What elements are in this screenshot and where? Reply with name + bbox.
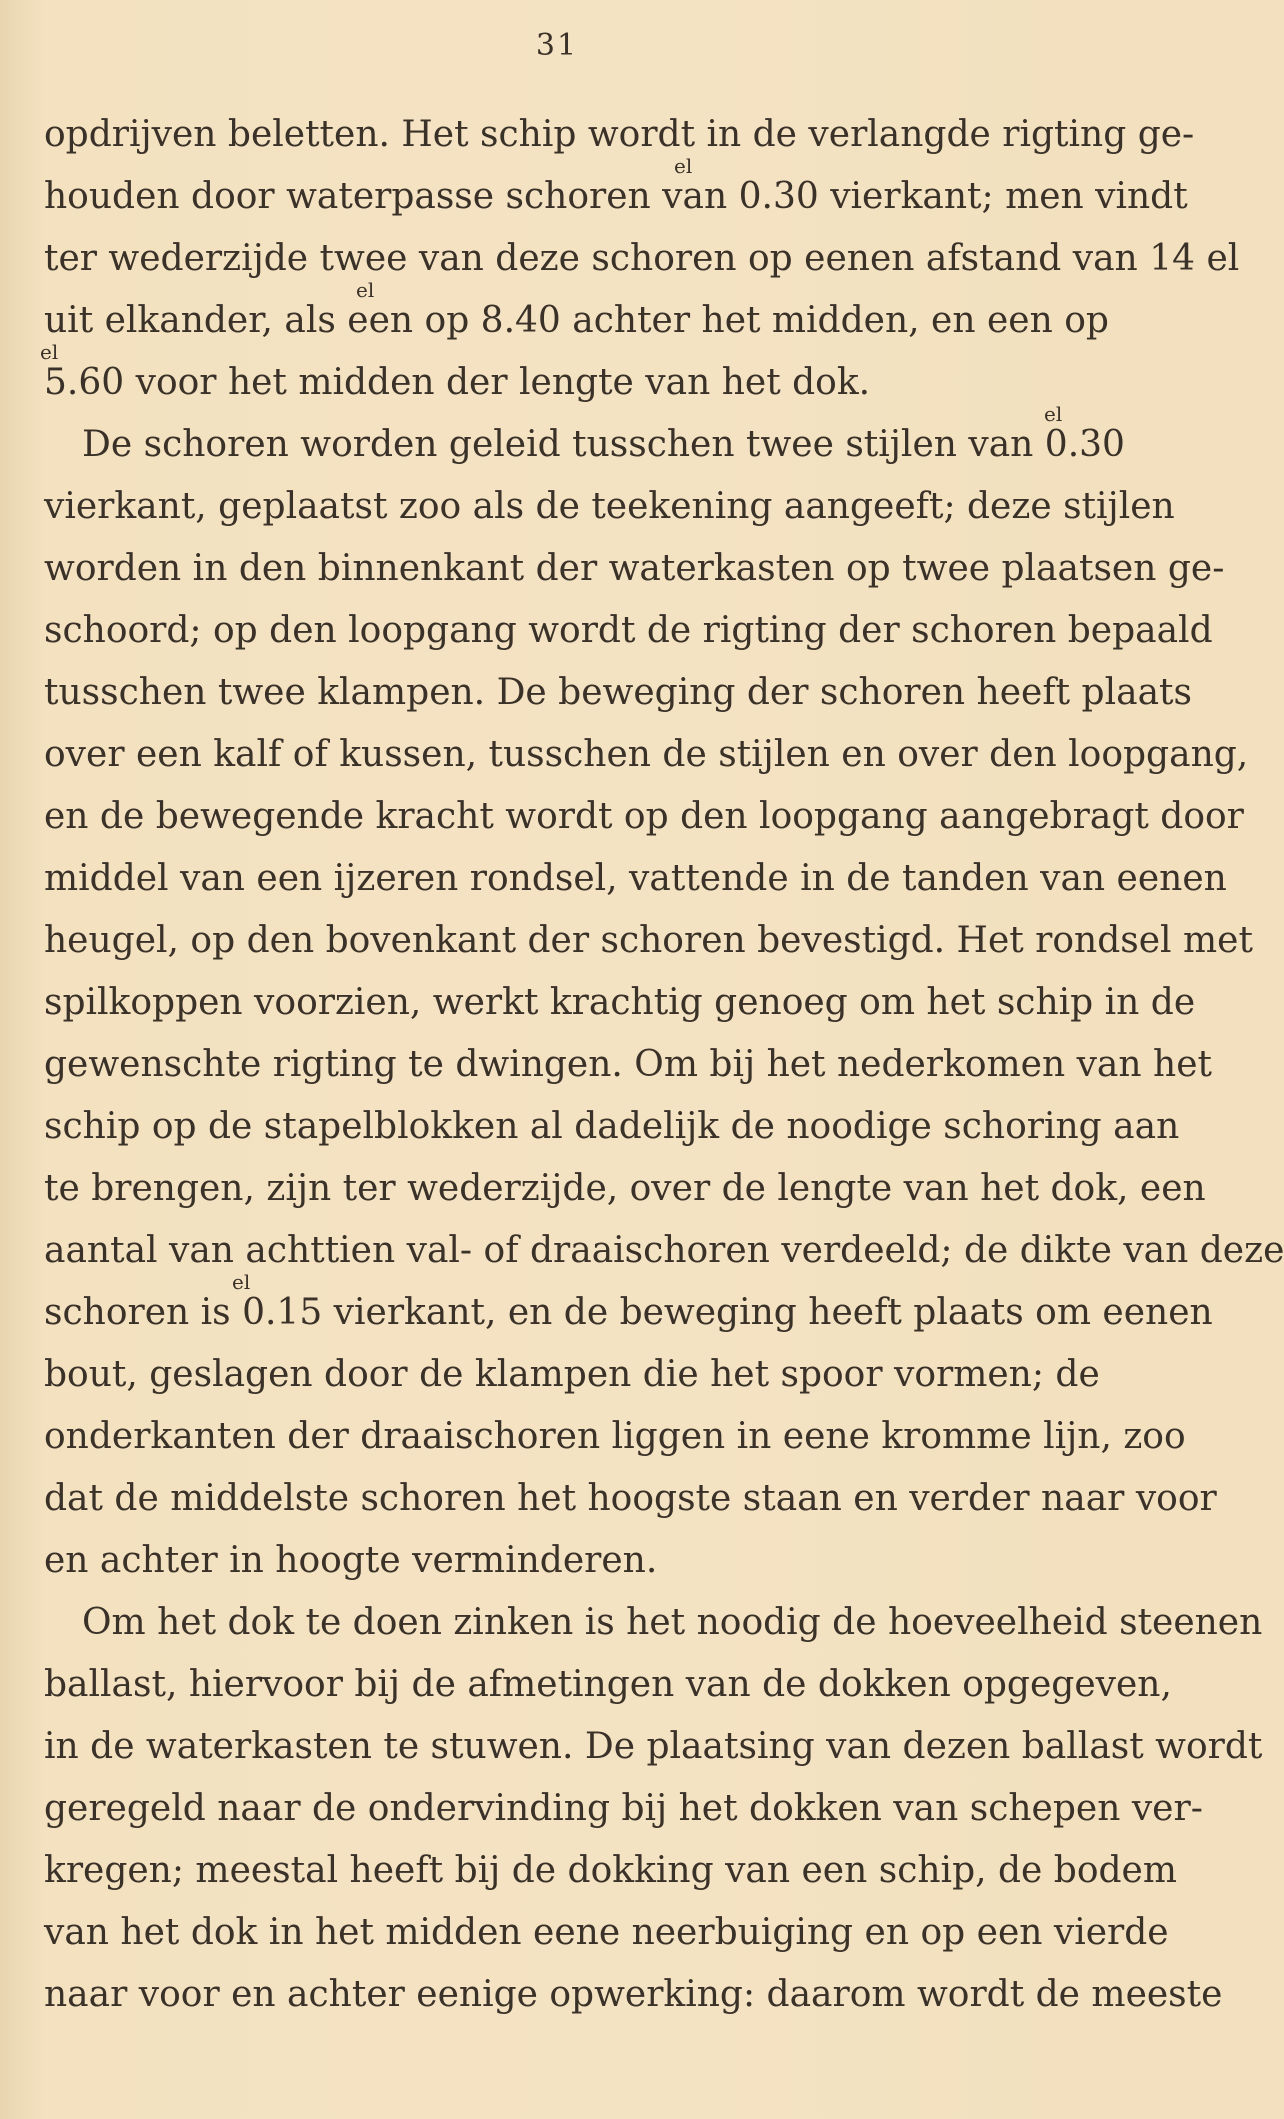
text-line: schip op de stapelblokken al dadelijk de noodige schoring aan <box>44 1106 1180 1147</box>
text-line: dat de middelste schoren het hoogste staan en verder naar voor <box>44 1478 1217 1519</box>
text-line: spilkoppen voorzien, werkt krachtig genoeg om het schip in de <box>44 982 1196 1023</box>
text-line: van het dok in het midden eene neerbuiging en op een vierde <box>44 1912 1169 1953</box>
text-line: heugel, op den bovenkant der schoren bevestigd. Het rondsel met <box>44 920 1253 961</box>
text-line: vierkant, geplaatst zoo als de teekening aangeeft; deze stijlen <box>44 486 1175 527</box>
text-line: geregeld naar de ondervinding bij het dokken van schepen ver- <box>44 1788 1203 1829</box>
text-line: tusschen twee klampen. De beweging der schoren heeft plaats <box>44 672 1192 713</box>
text-line: gewenschte rigting te dwingen. Om bij het nederkomen van het <box>44 1044 1212 1085</box>
unit-superscript: el <box>1044 402 1063 426</box>
text-line: aantal van achttien val- of draaischoren verdeeld; de dikte van deze <box>44 1230 1284 1271</box>
page-number: 31 <box>535 28 579 63</box>
text-line: ter wederzijde twee van deze schoren op eenen afstand van 14 el <box>44 238 1240 279</box>
text-line: opdrijven beletten. Het schip wordt in de verlangde rigting ge- <box>44 114 1195 155</box>
text-line: houden door waterpasse schoren van 0.30 vierkant; men vindt el <box>44 154 1188 217</box>
text-line: over een kalf of kussen, tusschen de stijlen en over den loopgang, <box>44 734 1249 775</box>
text-line: 5.60 voor het midden der lengte van het dok. el <box>40 340 871 403</box>
text-line: bout, geslagen door de klampen die het spoor vormen; de <box>44 1354 1100 1395</box>
text-line: De schoren worden geleid tusschen twee stijlen van 0.30 el <box>82 402 1125 465</box>
text-line: te brengen, zijn ter wederzijde, over de lengte van het dok, een <box>44 1168 1206 1209</box>
text-line: ballast, hiervoor bij de afmetingen van de dokken opgegeven, <box>44 1664 1172 1705</box>
text-line: naar voor en achter eenige opwerking: daarom wordt de meeste <box>44 1974 1223 2015</box>
unit-superscript: el <box>232 1270 251 1294</box>
text-line: in de waterkasten te stuwen. De plaatsing van dezen ballast wordt <box>44 1726 1263 1767</box>
text-line: Om het dok te doen zinken is het noodig de hoeveelheid steenen <box>82 1602 1263 1643</box>
unit-superscript: el <box>356 278 375 302</box>
text-line: worden in den binnenkant der waterkasten op twee plaatsen ge- <box>44 548 1225 589</box>
unit-superscript: el <box>674 154 693 178</box>
text-line: schoren is 0.15 vierkant, en de beweging heeft plaats om eenen el <box>44 1270 1213 1333</box>
unit-superscript: el <box>40 340 59 364</box>
text-line: en achter in hoogte verminderen. <box>44 1540 658 1581</box>
text-line: en de bewegende kracht wordt op den loopgang aangebragt door <box>44 796 1244 837</box>
text-line: onderkanten der draaischoren liggen in eene kromme lijn, zoo <box>44 1416 1186 1457</box>
text-line: schoord; op den loopgang wordt de rigting der schoren bepaald <box>44 610 1213 651</box>
text-line: uit elkander, als een op 8.40 achter het midden, en een op el <box>44 278 1109 341</box>
text-line: middel van een ijzeren rondsel, vattende in de tanden van eenen <box>44 858 1227 899</box>
body-text <box>40 104 1284 2026</box>
text-line: kregen; meestal heeft bij de dokking van een schip, de bodem <box>44 1850 1177 1891</box>
